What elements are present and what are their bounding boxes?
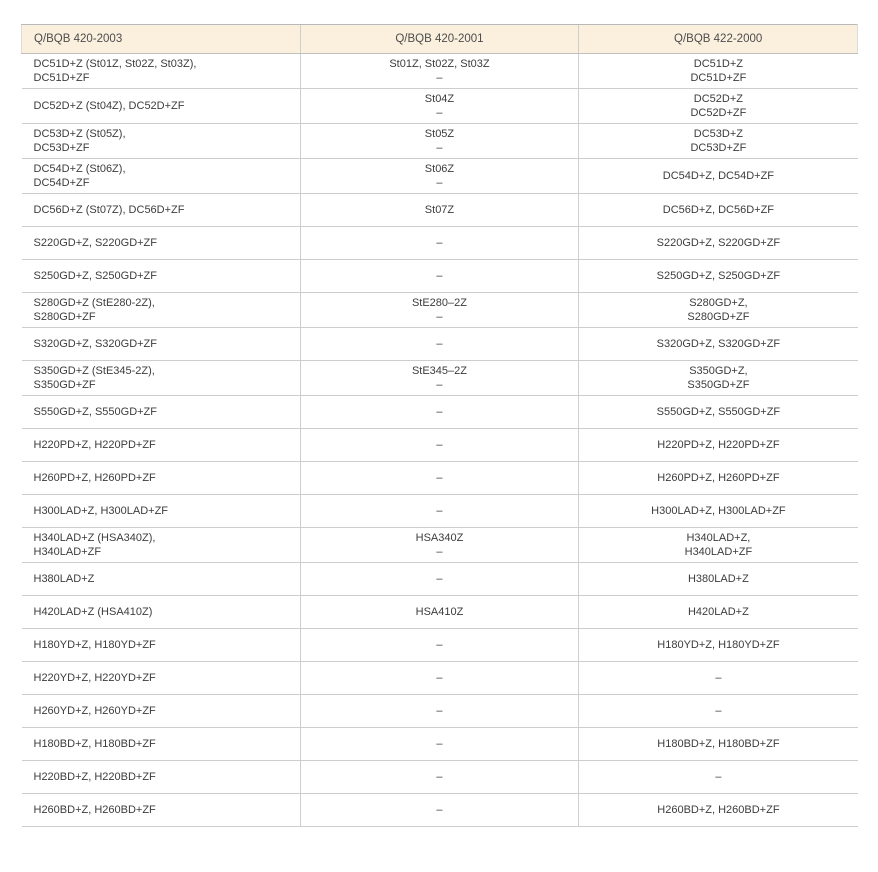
grade-cell-line: H300LAD+Z, H300LAD+ZF <box>651 505 786 517</box>
grade-cell-line: S350GD+ZF <box>687 379 750 391</box>
grade-cell-420-2003 <box>22 495 301 528</box>
table-row <box>22 728 858 761</box>
grade-cell-420-2001 <box>300 227 579 260</box>
grade-cell-line: S280GD+Z (StE280-2Z), <box>33 297 155 309</box>
table-row <box>22 528 858 563</box>
grade-cell-line: H220YD+Z, H220YD+ZF <box>33 672 156 684</box>
table-row <box>22 361 858 396</box>
grade-cell-line: – <box>436 705 443 717</box>
header-row <box>22 25 858 54</box>
grade-cell-line: H180YD+Z, H180YD+ZF <box>33 639 156 651</box>
grade-cell-420-2001 <box>300 761 579 794</box>
grade-cell-line: – <box>715 771 722 783</box>
grade-cell-422-2000 <box>579 260 858 293</box>
grade-cell-420-2003 <box>22 596 301 629</box>
grade-cell-422-2000 <box>579 495 858 528</box>
grade-cell-422-2000 <box>579 328 858 361</box>
grade-cell-420-2001 <box>300 794 579 827</box>
grade-cell-line: – <box>436 406 443 418</box>
grade-cell-line: StE280–2Z <box>411 297 467 309</box>
grade-cell-420-2001 <box>300 89 579 124</box>
grade-cell-line: DC53D+ZF <box>33 142 90 154</box>
grade-cell-line: HSA410Z <box>415 606 464 618</box>
grade-cell-line: H220PD+Z, H220PD+ZF <box>33 439 156 451</box>
grade-cell-422-2000 <box>579 194 858 227</box>
grade-cell-420-2001 <box>300 429 579 462</box>
grade-cell-line: St04Z <box>424 93 455 105</box>
standards-comparison-table <box>21 24 858 827</box>
grade-cell-422-2000 <box>579 89 858 124</box>
table-row <box>22 159 858 194</box>
grade-cell-line: – <box>436 142 443 154</box>
grade-cell-420-2003 <box>22 629 301 662</box>
grade-cell-422-2000 <box>579 361 858 396</box>
grade-cell-line: HSA340Z <box>415 532 464 544</box>
grade-cell-line: – <box>715 672 722 684</box>
table-row <box>22 695 858 728</box>
grade-cell-420-2001 <box>300 396 579 429</box>
grade-cell-line: – <box>436 672 443 684</box>
grade-cell-line: H340LAD+Z, <box>686 532 751 544</box>
grade-cell-line: S280GD+Z, <box>689 297 748 309</box>
grade-cell-line: S320GD+Z, S320GD+ZF <box>656 338 781 350</box>
grade-cell-line: – <box>436 338 443 350</box>
grade-cell-420-2003 <box>22 54 301 89</box>
grade-cell-420-2003 <box>22 528 301 563</box>
grade-cell-line: – <box>715 705 722 717</box>
table-row <box>22 761 858 794</box>
grade-cell-420-2001 <box>300 462 579 495</box>
grade-cell-line: – <box>436 270 443 282</box>
grade-cell-422-2000 <box>579 794 858 827</box>
grade-cell-line: DC52D+Z (St04Z), DC52D+ZF <box>33 100 185 112</box>
grade-cell-420-2001 <box>300 328 579 361</box>
grade-cell-line: – <box>436 771 443 783</box>
column-header-qbqb-420-2001: Q/BQB 420-2001 <box>300 25 579 54</box>
grade-cell-line: DC53D+Z (St05Z), <box>33 128 126 140</box>
grade-cell-420-2003 <box>22 396 301 429</box>
table-row <box>22 396 858 429</box>
grade-cell-line: S280GD+ZF <box>33 311 96 323</box>
grade-cell-line: – <box>436 573 443 585</box>
table-row <box>22 462 858 495</box>
grade-cell-line: St06Z <box>424 163 455 175</box>
grade-cell-422-2000 <box>579 596 858 629</box>
table-header <box>22 25 858 54</box>
grade-cell-line: – <box>436 72 443 84</box>
grade-cell-line: – <box>436 472 443 484</box>
grade-cell-420-2003 <box>22 429 301 462</box>
grade-cell-422-2000 <box>579 761 858 794</box>
grade-cell-420-2003 <box>22 260 301 293</box>
grade-cell-420-2003 <box>22 328 301 361</box>
grade-cell-420-2003 <box>22 89 301 124</box>
grade-cell-line: S550GD+Z, S550GD+ZF <box>33 406 157 418</box>
grade-cell-line: S220GD+Z, S220GD+ZF <box>656 237 781 249</box>
grade-cell-420-2001 <box>300 260 579 293</box>
grade-cell-420-2001 <box>300 563 579 596</box>
grade-cell-line: S280GD+ZF <box>687 311 750 323</box>
grade-cell-line: H420LAD+Z <box>687 606 749 618</box>
table-row <box>22 260 858 293</box>
grade-cell-line: – <box>436 738 443 750</box>
grade-cell-line: H340LAD+ZF <box>33 546 102 558</box>
grade-cell-420-2001 <box>300 159 579 194</box>
grade-cell-422-2000 <box>579 695 858 728</box>
grade-cell-line: H260PD+Z, H260PD+ZF <box>657 472 780 484</box>
grade-cell-420-2001 <box>300 194 579 227</box>
grade-cell-420-2003 <box>22 124 301 159</box>
table-row <box>22 54 858 89</box>
grade-cell-line: S250GD+Z, S250GD+ZF <box>656 270 781 282</box>
grade-cell-422-2000 <box>579 227 858 260</box>
grade-cell-line: – <box>436 804 443 816</box>
grade-cell-422-2000 <box>579 54 858 89</box>
grade-cell-420-2001 <box>300 695 579 728</box>
grade-cell-line: S250GD+Z, S250GD+ZF <box>33 270 157 282</box>
grade-cell-420-2003 <box>22 728 301 761</box>
grade-cell-420-2003 <box>22 794 301 827</box>
grade-cell-line: H180BD+Z, H180BD+ZF <box>33 738 156 750</box>
grade-cell-line: – <box>436 439 443 451</box>
grade-cell-line: – <box>436 311 443 323</box>
grade-cell-422-2000 <box>579 124 858 159</box>
grade-cell-420-2003 <box>22 462 301 495</box>
grade-cell-422-2000 <box>579 662 858 695</box>
grade-cell-line: DC51D+ZF <box>690 72 747 84</box>
table-row <box>22 662 858 695</box>
grade-cell-line: – <box>436 237 443 249</box>
grade-cell-line: S350GD+ZF <box>33 379 96 391</box>
column-header-qbqb-422-2000: Q/BQB 422-2000 <box>579 25 858 54</box>
grade-cell-line: DC54D+Z, DC54D+ZF <box>662 170 775 182</box>
grade-cell-line: H260BD+Z, H260BD+ZF <box>657 804 780 816</box>
table-row <box>22 429 858 462</box>
table-row <box>22 227 858 260</box>
grade-cell-line: S320GD+Z, S320GD+ZF <box>33 338 157 350</box>
grade-cell-line: St01Z, St02Z, St03Z <box>389 58 490 70</box>
grade-cell-line: H260YD+Z, H260YD+ZF <box>33 705 156 717</box>
grade-cell-420-2003 <box>22 563 301 596</box>
grade-cell-line: – <box>436 379 443 391</box>
grade-cell-422-2000 <box>579 293 858 328</box>
grade-cell-420-2001 <box>300 495 579 528</box>
grade-cell-line: S350GD+Z (StE345-2Z), <box>33 365 155 377</box>
grade-cell-420-2003 <box>22 293 301 328</box>
grade-cell-420-2001 <box>300 596 579 629</box>
grade-cell-line: H380LAD+Z <box>33 573 95 585</box>
grade-cell-line: StE345–2Z <box>411 365 467 377</box>
grade-cell-420-2001 <box>300 629 579 662</box>
grade-cell-line: St05Z <box>424 128 455 140</box>
grade-cell-line: H220BD+Z, H220BD+ZF <box>33 771 156 783</box>
grade-cell-420-2003 <box>22 761 301 794</box>
table-row <box>22 328 858 361</box>
grade-cell-422-2000 <box>579 462 858 495</box>
column-header-qbqb-420-2003: Q/BQB 420-2003 <box>22 25 301 54</box>
grade-cell-line: DC54D+Z (St06Z), <box>33 163 126 175</box>
grade-cell-420-2001 <box>300 528 579 563</box>
grade-cell-line: H340LAD+Z (HSA340Z), <box>33 532 156 544</box>
grade-cell-422-2000 <box>579 563 858 596</box>
grade-cell-422-2000 <box>579 528 858 563</box>
grade-cell-422-2000 <box>579 728 858 761</box>
grade-cell-line: DC51D+Z (St01Z, St02Z, St03Z), <box>33 58 197 70</box>
grade-cell-420-2003 <box>22 194 301 227</box>
grade-cell-line: St07Z <box>424 204 455 216</box>
grade-cell-420-2003 <box>22 159 301 194</box>
grade-cell-line: H260BD+Z, H260BD+ZF <box>33 804 156 816</box>
grade-cell-line: DC51D+ZF <box>33 72 90 84</box>
grade-cell-line: H220PD+Z, H220PD+ZF <box>657 439 780 451</box>
grade-cell-420-2001 <box>300 293 579 328</box>
grade-cell-line: S350GD+Z, <box>689 365 748 377</box>
table-row <box>22 293 858 328</box>
grade-cell-line: DC54D+ZF <box>33 177 90 189</box>
grade-cell-line: DC52D+Z <box>693 93 744 105</box>
grade-cell-line: S550GD+Z, S550GD+ZF <box>656 406 781 418</box>
grade-cell-420-2003 <box>22 662 301 695</box>
grade-cell-line: H180BD+Z, H180BD+ZF <box>657 738 780 750</box>
grade-cell-420-2003 <box>22 227 301 260</box>
grade-cell-line: – <box>436 505 443 517</box>
table-row <box>22 495 858 528</box>
grade-cell-line: – <box>436 177 443 189</box>
grade-cell-line: DC53D+ZF <box>690 142 747 154</box>
grade-cell-line: DC53D+Z <box>693 128 744 140</box>
grade-cell-420-2003 <box>22 361 301 396</box>
grade-cell-line: H340LAD+ZF <box>684 546 753 558</box>
grade-cell-line: DC56D+Z, DC56D+ZF <box>662 204 775 216</box>
grade-cell-line: DC51D+Z <box>693 58 744 70</box>
grade-cell-420-2003 <box>22 695 301 728</box>
grade-cell-422-2000 <box>579 629 858 662</box>
table-row <box>22 629 858 662</box>
table-row <box>22 563 858 596</box>
grade-cell-422-2000 <box>579 396 858 429</box>
grade-cell-420-2001 <box>300 662 579 695</box>
grade-cell-422-2000 <box>579 159 858 194</box>
grade-cell-line: – <box>436 107 443 119</box>
grade-cell-line: H420LAD+Z (HSA410Z) <box>33 606 153 618</box>
grade-cell-420-2001 <box>300 124 579 159</box>
grade-cell-420-2001 <box>300 728 579 761</box>
grade-cell-line: DC56D+Z (St07Z), DC56D+ZF <box>33 204 185 216</box>
grade-cell-line: – <box>436 639 443 651</box>
table-row <box>22 89 858 124</box>
grade-cell-420-2001 <box>300 361 579 396</box>
grade-cell-line: H380LAD+Z <box>687 573 749 585</box>
standards-comparison-table-wrap <box>21 24 858 827</box>
table-row <box>22 194 858 227</box>
grade-cell-line: DC52D+ZF <box>690 107 747 119</box>
grade-cell-422-2000 <box>579 429 858 462</box>
table-body <box>22 54 858 827</box>
table-row <box>22 596 858 629</box>
grade-cell-line: H300LAD+Z, H300LAD+ZF <box>33 505 169 517</box>
grade-cell-line: H260PD+Z, H260PD+ZF <box>33 472 156 484</box>
grade-cell-line: H180YD+Z, H180YD+ZF <box>657 639 780 651</box>
grade-cell-line: S220GD+Z, S220GD+ZF <box>33 237 157 249</box>
grade-cell-420-2001 <box>300 54 579 89</box>
grade-cell-line: – <box>436 546 443 558</box>
table-row <box>22 794 858 827</box>
table-row <box>22 124 858 159</box>
